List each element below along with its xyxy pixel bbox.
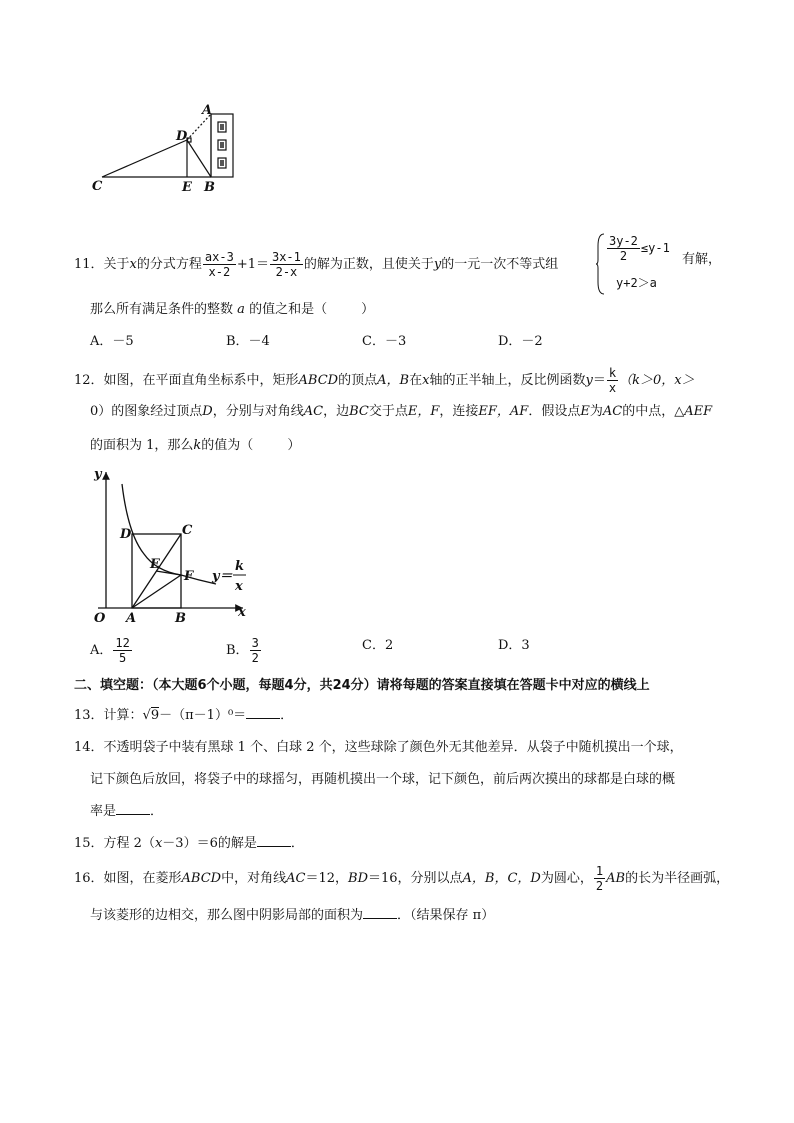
section-heading-fill-in: 二、填空题：（本大题6个小题，每题4分，共24分）请将每题的答案直接填在答题卡中对应的横线上 — [74, 678, 650, 693]
q16-answer-blank[interactable] — [363, 904, 397, 919]
q13-answer-blank[interactable] — [246, 704, 280, 719]
label-a: A — [202, 103, 213, 118]
label-o: O — [94, 611, 106, 626]
q14-line1: 14．不透明袋子中装有黑球 1 个、白球 2 个，这些球除了颜色外无其他差异．从袋子中随机摸出一个球， — [74, 740, 683, 755]
fraction-2: $\frac{3x-1}{2-x}$ — [271, 250, 301, 279]
label-d: D — [176, 129, 188, 144]
figure-q12 — [88, 458, 258, 628]
curve-label-k: k — [235, 559, 245, 574]
q13: 13．计算：√9－（π－1）⁰＝ ． — [74, 704, 293, 726]
figure-q10 — [88, 100, 248, 200]
fraction-1: $\frac{ax-3}{x-2}$ — [204, 250, 234, 279]
q16-line2: 与该菱形的边相交，那么图中阴影局部的面积为 ．（结果保存 π） — [90, 904, 494, 926]
label-e: E — [150, 557, 160, 572]
label-b: B — [204, 180, 215, 195]
q14-answer-blank[interactable] — [116, 800, 150, 815]
q14-line2: 记下颜色后放回，将袋子中的球摇匀，再随机摸出一个球，记下颜色，前后两次摸出的球都是白球的概 — [90, 772, 676, 787]
q12-option-c[interactable]: C．2 — [362, 638, 394, 653]
sqrt-symbol: √ — [142, 708, 151, 723]
inequality-system: $\frac{3y-2}{2}$ ≤y-1 y+2＞a — [596, 232, 686, 296]
q11-option-d[interactable]: D．－2 — [498, 334, 543, 349]
label-f: F — [184, 569, 194, 584]
label-d: D — [120, 527, 132, 542]
line-cd — [102, 140, 187, 177]
label-a: A — [126, 611, 137, 626]
q12-line3: 的面积为 1，那么k的值为（ ） — [90, 438, 301, 453]
q11-line1: 11．关于x的分式方程 $\frac{ax-3}{x-2}$ +1＝ $\frac{3x-1}{2-x}$ 的解为正数，且使关于y的一元一次不等式组 — [74, 250, 559, 279]
q14-line3: 率是 ． — [90, 800, 163, 822]
q16-line1: 16．如图，在菱形ABCD中，对角线AC＝12，BD＝16，分别以点A，B，C，D为圆心， $\frac{1}{2}$ AB的长为半径画弧， — [74, 864, 730, 893]
q12-line1: 12．如图，在平面直角坐标系中，矩形ABCD的顶点A，B在x轴的正半轴上，反比例函数y＝ $\frac{k}{x}$ （k＞0，x＞ — [74, 366, 695, 395]
label-b: B — [175, 611, 186, 626]
q12-option-a[interactable]: A． $\frac{12}{5}$ — [90, 636, 130, 665]
segment-af — [132, 575, 181, 608]
label-x: x — [238, 605, 246, 620]
q11-line2: 那么所有满足条件的整数 a 的值之和是（ ） — [90, 302, 375, 317]
q11-option-b[interactable]: B．－4 — [226, 334, 270, 349]
q12-option-b[interactable]: B． $\frac{3}{2}$ — [226, 636, 259, 665]
q11-option-a[interactable]: A．－5 — [90, 334, 134, 349]
q12-line2: 0）的图象经过顶点D，分别与对角线AC，边BC交于点E，F，连接EF，AF．假设点E为AC的中点，△AEF — [90, 404, 713, 419]
line-db — [187, 140, 211, 177]
q15: 15．方程 2（x－3）＝6的解是 ． — [74, 832, 304, 854]
label-c: C — [182, 523, 193, 538]
label-y: y — [94, 467, 102, 482]
q11-option-c[interactable]: C．－3 — [362, 334, 407, 349]
q12-option-d[interactable]: D．3 — [498, 638, 530, 653]
curve-label-y: y＝ — [212, 569, 233, 584]
q15-answer-blank[interactable] — [257, 832, 291, 847]
label-c: C — [92, 179, 103, 194]
label-e: E — [182, 180, 192, 195]
curve-label-x: x — [235, 579, 243, 594]
